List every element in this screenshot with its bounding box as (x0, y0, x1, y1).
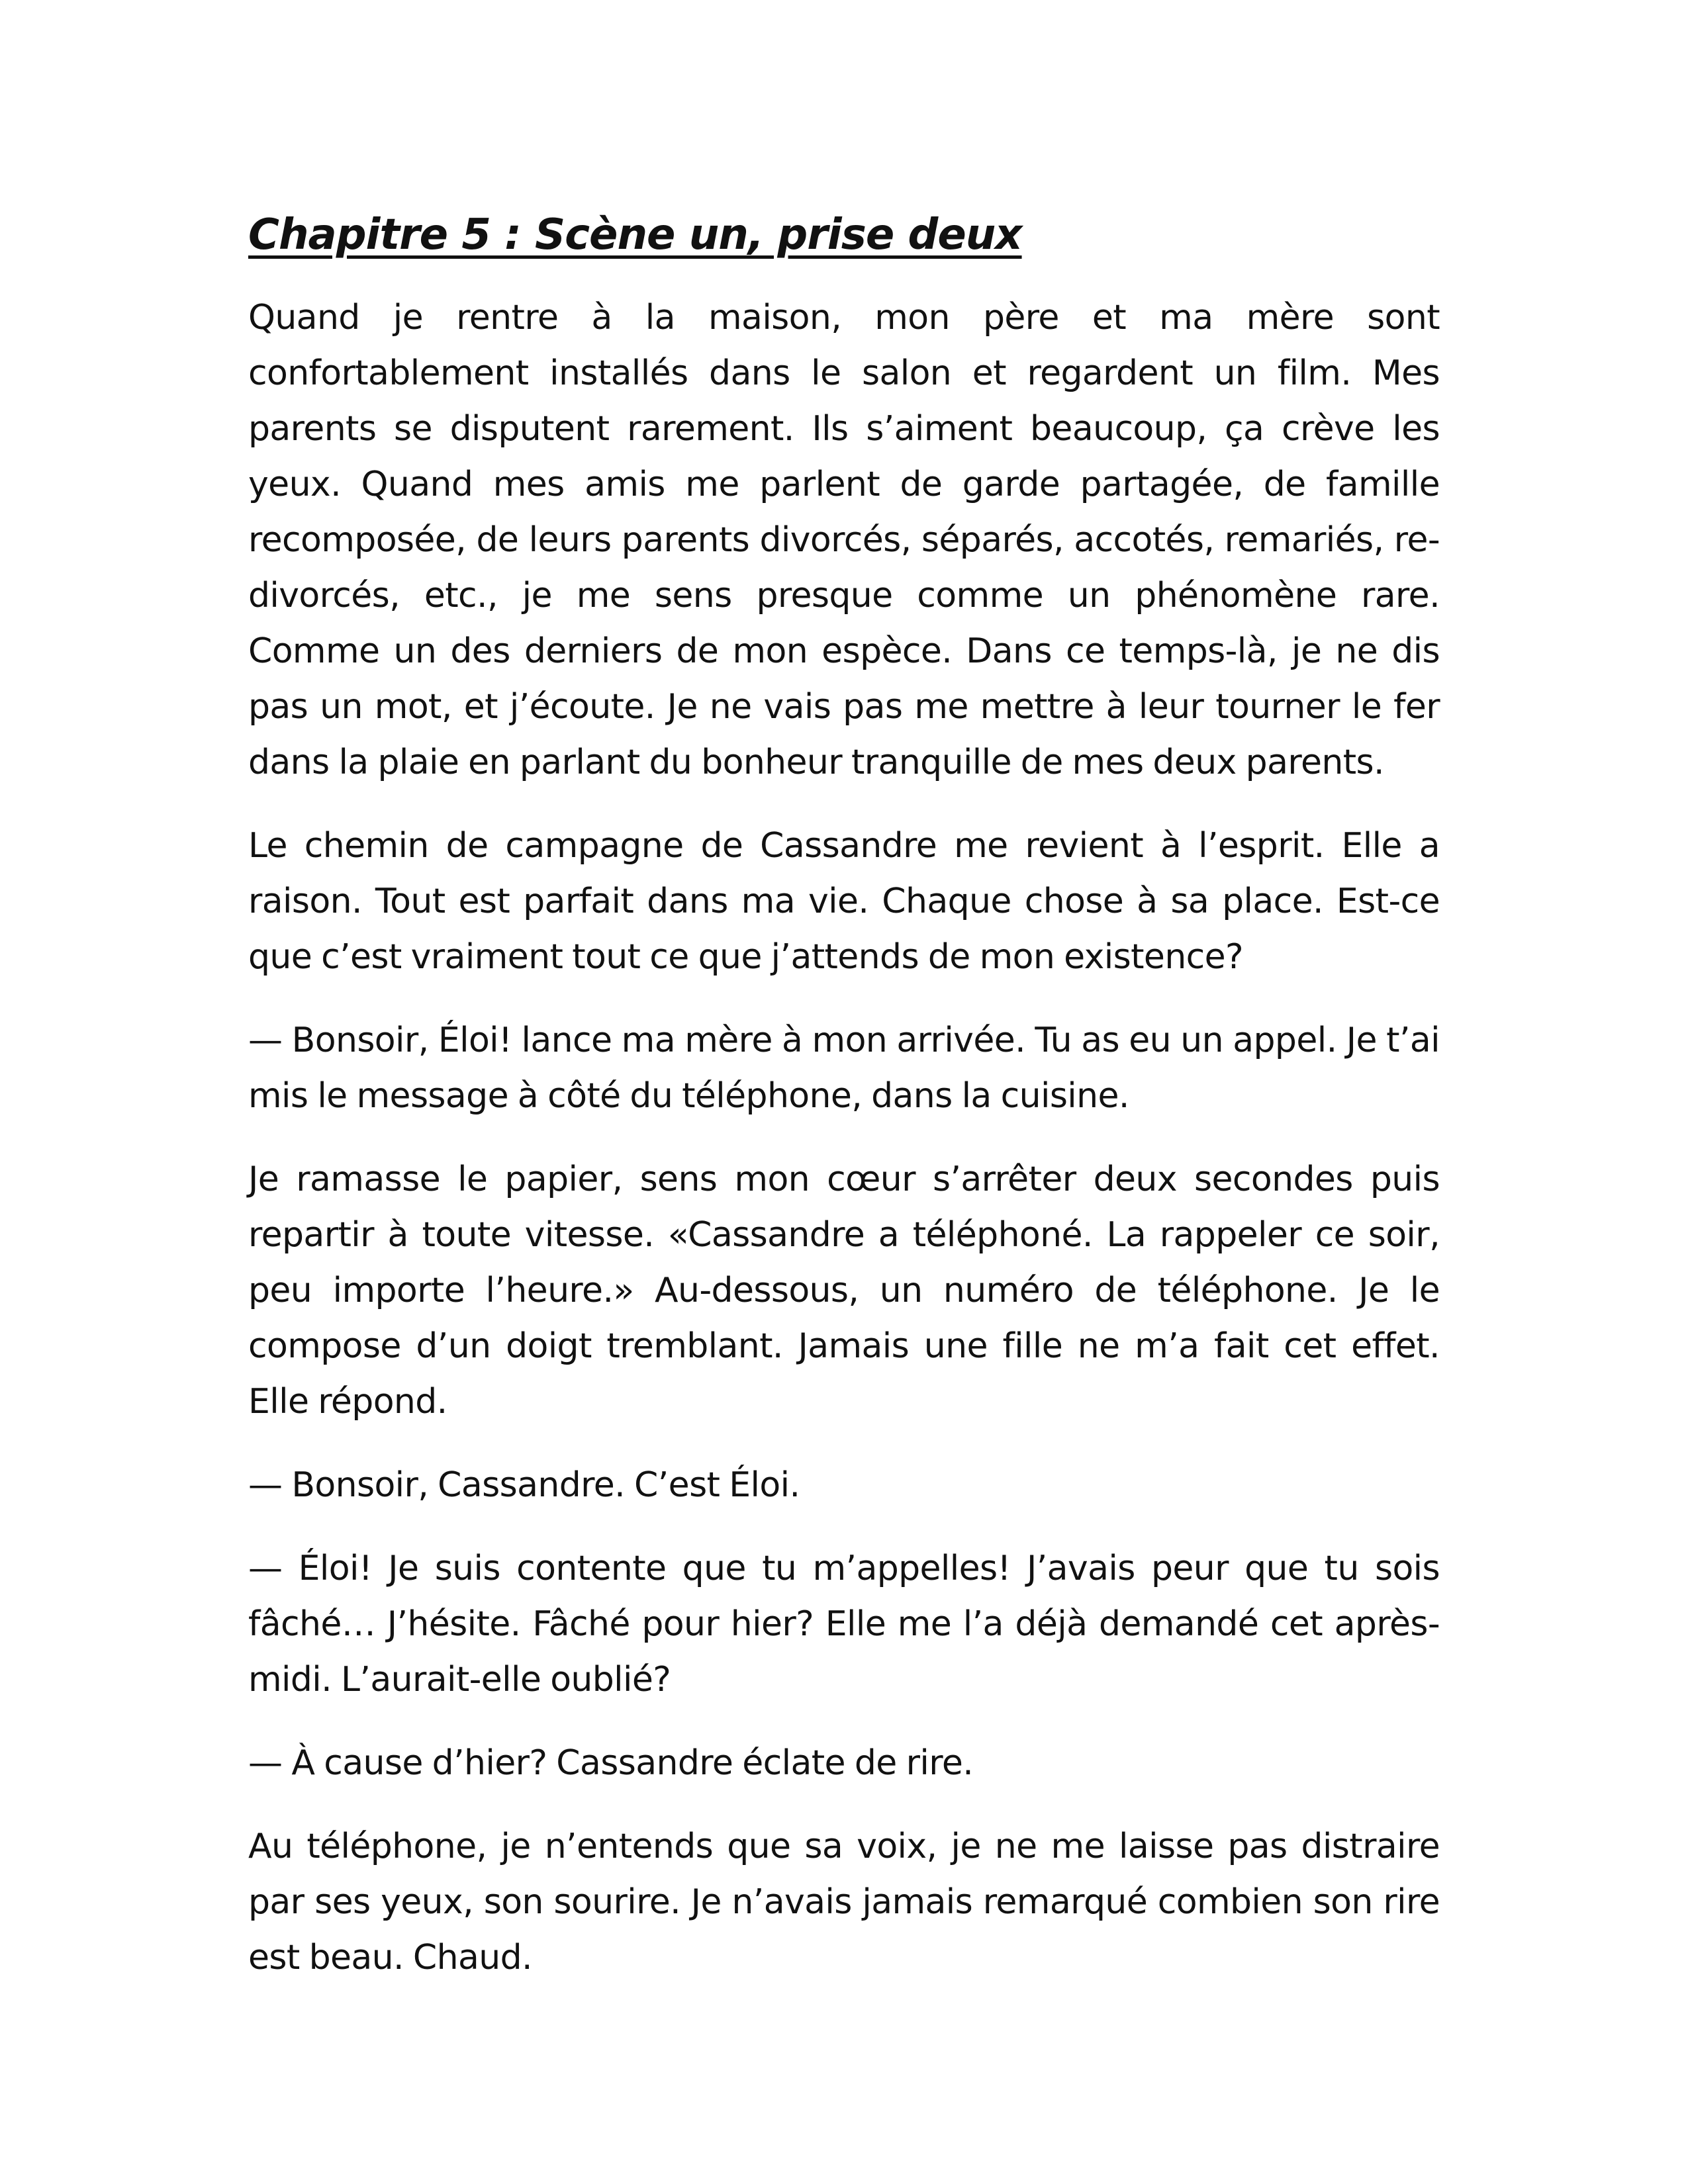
paragraph: Le chemin de campagne de Cassandre me revient à l’esprit. Elle a raison. Tout est parfait dans ma vie. Chaque chose à sa place. Est-ce que c’est vraiment tout ce que j’attends de mon existence? (248, 826, 1440, 977)
paragraph: Quand je rentre à la maison, mon père et ma mère sont confortablement installés dans le salon et regardent un film. Mes parents se disputent rarement. Ils s’aiment beaucoup, ça crève les yeux. Quand mes amis me parlent de garde partagée, de famille recomposée, de leurs parents divorcés, séparés, accotés, remariés, re-divorcés, etc., je me sens presque comme un phénomène rare. Comme un des derniers de mon espèce. Dans ce temps-là, je ne dis pas un mot, et j’écoute. Je ne vais pas me mettre à leur tourner le fer dans la plaie en parlant du bonheur tranquille de mes deux parents. (248, 298, 1440, 782)
dialogue-paragraph: — À cause d’hier? Cassandre éclate de rire. (248, 1743, 974, 1783)
dialogue-paragraph: — Bonsoir, Éloi! lance ma mère à mon arrivée. Tu as eu un appel. Je t’ai mis le message à côté du téléphone, dans la cuisine. (248, 1021, 1440, 1116)
paragraph: Au téléphone, je n’entends que sa voix, je ne me laisse pas distraire par ses yeux, son sourire. Je n’avais jamais remarqué combien son rire est beau. Chaud. (248, 1827, 1440, 1978)
chapter-title: Chapitre 5 : Scène un, prise deux (248, 210, 1022, 259)
dialogue-paragraph: — Éloi! Je suis contente que tu m’appelles! J’avais peur que tu sois fâché… J’hésite. Fâché pour hier? Elle me l’a déjà demandé cet après-midi. L’aurait-elle oublié? (248, 1549, 1440, 1700)
dialogue-paragraph: — Bonsoir, Cassandre. C’est Éloi. (248, 1465, 800, 1505)
document-page (248, 199, 1440, 2013)
paragraph: Je ramasse le papier, sens mon cœur s’arrêter deux secondes puis repartir à toute vitesse. «Cassandre a téléphoné. La rappeler ce soir, peu importe l’heure.» Au-dessous, un numéro de téléphone. Je le compose d’un doigt tremblant. Jamais une fille ne m’a fait cet effet. Elle répond. (248, 1160, 1440, 1422)
